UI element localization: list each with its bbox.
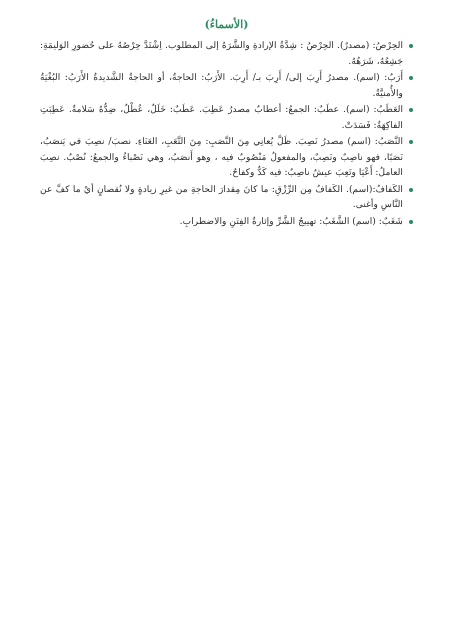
- list-item: [40, 38, 413, 69]
- list-item: [40, 182, 413, 213]
- bullet-icon: [409, 108, 413, 112]
- page-heading: (الأسماءُ): [204, 18, 249, 31]
- entry-text: النَّصَبُ: (اسم) مصدرُ نَصِبَ. ظَلَّ يُعانِي مِنَ النَّصَبِ: مِنَ التَّعَبِ، العَنَاءِ. نصبَ/ نصِبَ في يَنصَبُ، نَصَبًا، فهو ناصِبٌ ونَصِبٌ، والمفعولُ مَنْصُوبٌ فيه ، وهو أَنصَبُ، وهي نَصْباءُ والجمعُ: نُصْبٌ. نصِبَ العاملُ: أَعْيَا وتَعِبَ عيشٌ ناصِبٌ: فيه كَدٌّ وكفاحٌ.: [40, 136, 403, 178]
- bullet-icon: [409, 220, 413, 224]
- list-item: [40, 102, 413, 133]
- list-item: [40, 70, 413, 101]
- bullet-icon: [409, 140, 413, 144]
- bullet-icon: [409, 44, 413, 48]
- entry-text: الكَفافُ:(اسم). الكَفافُ مِن الرِّزْقِ: ما كانَ مِقدارَ الحاجةِ من غيرِ زيادةٍ ولا نُقصانٍ أيْ ما كفَّ عن النَّاسِ وأغنى.: [40, 183, 403, 210]
- entry-text: الحِرْصُ: (مصدرٌ). الحِرْصُ : شِدَّةُ الإرادةِ والشَّرَهُ إلى المطلوب. اِشْتَدَّ حِرْصُهُ على حُضورِ الوَليمَةِ: جَشِعُهُ، شَرَهُهُ.: [40, 40, 403, 67]
- entry-text: شَغَبٌ: (اسم) الشَّغَبُ: تهييجُ الشَّرِّ وإثارةُ الفِتَنِ والاضطرابِ.: [179, 215, 403, 227]
- list-item: [40, 134, 413, 181]
- bullet-icon: [409, 188, 413, 192]
- entry-text: أَرَبٌ: (اسم). مصدرُ أَرِبَ إلى/ أَرِبَ بـ/ أَرِبَ. الأَرَبُ: الحاجةُ، أو الحاجةُ الشَّديدةُ الأَرَبُ: البُغْيَةُ والأُمنيَّةُ.: [40, 72, 403, 99]
- entry-text: العَطَبُ: (اسم). عطَبٌ: الجمعُ: أعطابٌ مصدرُ عَطِبَ. عَطَبٌ: خَلَلٌ، عُطْلٌ، ضِدُّهُ سَلامةٌ. عَطِبَتِ الفاكِهَةُ: فَسَدَتْ.: [40, 104, 403, 131]
- list-item: [40, 214, 413, 230]
- vocabulary-list: [40, 38, 413, 229]
- bullet-icon: [409, 76, 413, 80]
